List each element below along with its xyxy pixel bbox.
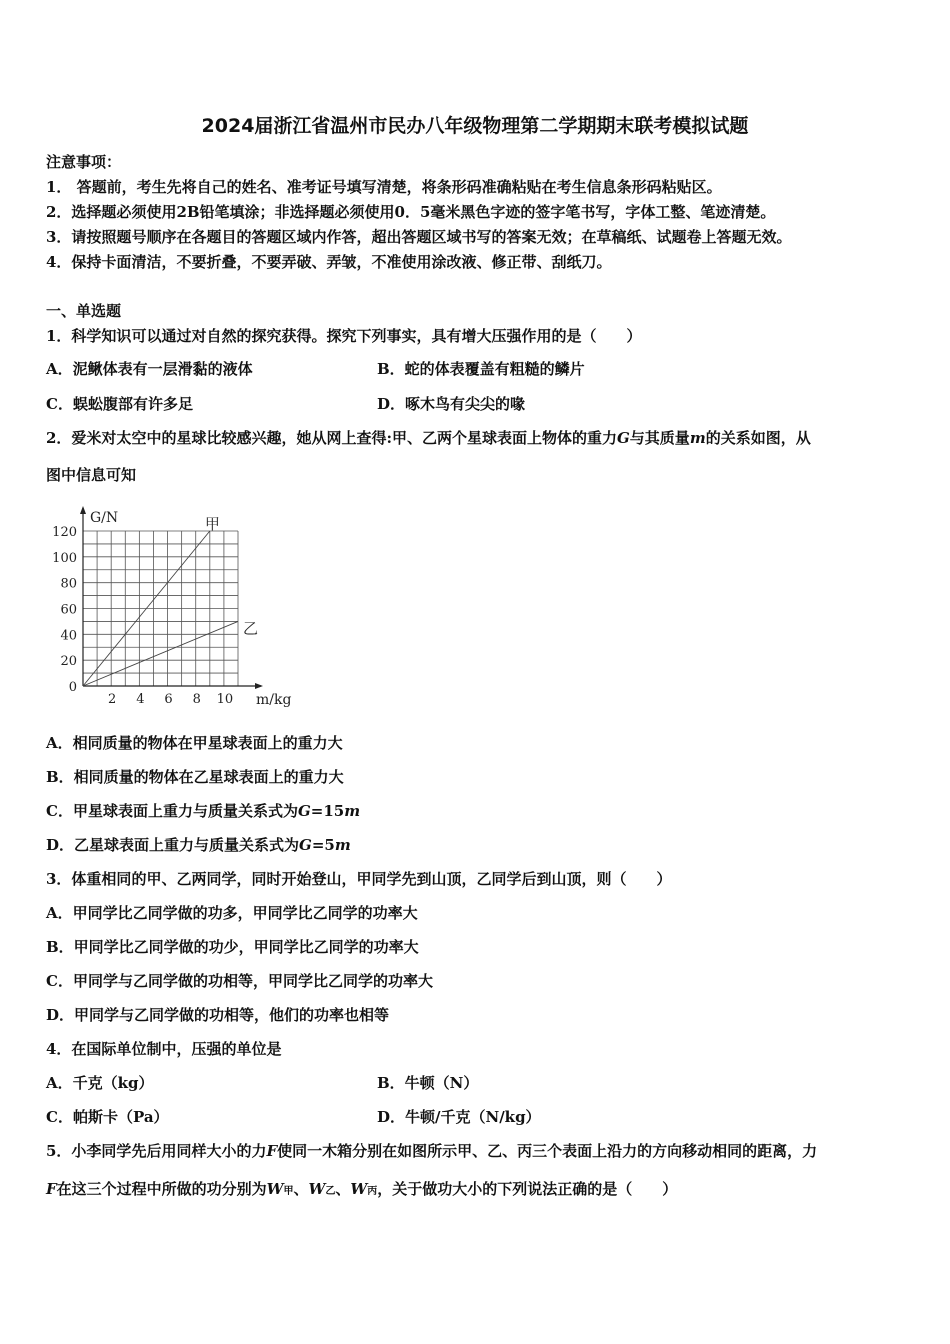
- y-tick-label: 100: [52, 550, 77, 566]
- q2-option-c-text: C．甲星球表面上重力与质量关系式为: [46, 802, 298, 820]
- q2-stem-part: 与其质量: [629, 429, 690, 447]
- formula-m: m: [334, 836, 351, 854]
- separator: 、: [293, 1180, 309, 1198]
- q3-option-a: A．甲同学比乙同学做的功多，甲同学比乙同学的功率大: [46, 904, 418, 922]
- notice-item: 4．保持卡面清洁，不要折叠，不要弄破、弄皱，不准使用涂改液、修正带、刮纸刀。: [46, 253, 612, 271]
- formula-rest: =15: [310, 802, 345, 820]
- chart-grid: [83, 531, 238, 686]
- formula-m: m: [344, 802, 361, 820]
- q1-option-a: A．泥鳅体表有一层滑黏的液体: [46, 360, 253, 378]
- subscript: 甲: [283, 1186, 294, 1197]
- var-g: G: [616, 429, 630, 447]
- var-w: W: [308, 1180, 326, 1198]
- section-heading: 一、单选题: [46, 302, 122, 320]
- q1-option-c: C．蜈蚣腹部有许多足: [46, 395, 193, 413]
- q3-option-d: D．甲同学与乙同学做的功相等，他们的功率也相等: [46, 1006, 390, 1024]
- y-tick-label: 80: [60, 576, 77, 592]
- q2-option-b: B．相同质量的物体在乙星球表面上的重力大: [46, 768, 344, 786]
- q3-option-b: B．甲同学比乙同学做的功少，甲同学比乙同学的功率大: [46, 938, 419, 956]
- question-4-stem: 4．在国际单位制中，压强的单位是: [46, 1040, 282, 1058]
- q5-text: 5．小李同学先后用同样大小的力: [46, 1142, 267, 1160]
- q4-option-b: B．牛顿（N）: [377, 1074, 479, 1092]
- q2-option-d-text: D．乙星球表面上重力与质量关系式为: [46, 836, 300, 854]
- var-w: W: [350, 1180, 368, 1198]
- notice-item: 1． 答题前，考生先将自己的姓名、准考证号填写清楚，将条形码准确粘贴在考生信息条形码粘贴区。: [46, 178, 722, 196]
- question-5-stem-line2: [46, 1179, 677, 1202]
- y-tick-label: 60: [60, 602, 77, 618]
- y-axis-arrow: [80, 506, 86, 514]
- chart-xlabel: m/kg: [256, 692, 292, 708]
- q1-option-b: B．蛇的体表覆盖有粗糙的鳞片: [377, 360, 585, 378]
- series-line-yi: [83, 621, 238, 686]
- q3-option-c: C．甲同学与乙同学做的功相等，甲同学比乙同学的功率大: [46, 972, 433, 990]
- q2-stem-part: 的关系如图，从: [705, 429, 811, 447]
- y-tick-label: 20: [60, 654, 77, 670]
- y-tick-label: 120: [52, 525, 77, 540]
- gravity-mass-chart: [46, 502, 306, 712]
- subscript: 乙: [325, 1186, 336, 1197]
- question-1-stem: 1．科学知识可以通过对自然的探究获得。探究下列事实，具有增大压强作用的是（ ）: [46, 327, 642, 345]
- q4-option-a: A．千克（kg）: [46, 1074, 154, 1092]
- x-tick-label: 6: [164, 692, 173, 707]
- notice-item: 3．请按照题号顺序在各题目的答题区域内作答，超出答题区域书写的答案无效；在草稿纸、试题卷上答题无效。: [46, 228, 792, 246]
- question-5-stem: [46, 1141, 817, 1161]
- var-m: m: [689, 429, 706, 447]
- x-axis-arrow: [255, 683, 263, 689]
- formula-g: G: [299, 836, 312, 854]
- y-tick-label: 0: [68, 680, 77, 695]
- x-tick-label: 8: [192, 692, 201, 707]
- var-f: F: [266, 1142, 278, 1160]
- x-tick-label: 4: [136, 692, 145, 707]
- q2-option-a: A．相同质量的物体在甲星球表面上的重力大: [46, 734, 343, 752]
- x-tick-label: 10: [216, 692, 234, 707]
- q4-option-d: D．牛顿/千克（N/kg）: [377, 1108, 541, 1126]
- question-2-stem: [46, 428, 811, 448]
- separator: 、: [335, 1180, 351, 1198]
- q2-stem-part: 2．爱米对太空中的星球比较感兴趣，她从网上查得:甲、乙两个星球表面上物体的重力: [46, 429, 617, 447]
- q5-text: 使同一木箱分别在如图所示甲、乙、丙三个表面上沿力的方向移动相同的距离，力: [277, 1142, 818, 1160]
- notice-heading: 注意事项：: [46, 153, 122, 171]
- series-label: 甲: [204, 515, 220, 533]
- var-f: F: [46, 1180, 57, 1198]
- var-w: W: [266, 1180, 284, 1198]
- q5-text: 在这三个过程中所做的功分别为: [56, 1180, 267, 1198]
- chart-ylabel: G/N: [90, 510, 119, 526]
- q5-text: ，关于做功大小的下列说法正确的是（ ）: [377, 1180, 678, 1198]
- notice-item: 2．选择题必须使用2B铅笔填涂；非选择题必须使用0．5毫米黑色字迹的签字笔书写，字体工整、笔迹清楚。: [46, 203, 776, 221]
- q1-option-d: D．啄木鸟有尖尖的喙: [377, 395, 526, 413]
- page-title: 2024届浙江省温州市民办八年级物理第二学期期末联考模拟试题: [201, 115, 749, 137]
- q4-option-c: C．帕斯卡（Pa）: [46, 1108, 169, 1126]
- chart-axes: [80, 506, 263, 689]
- formula-g: G: [297, 802, 311, 820]
- q2-option-d: [46, 835, 351, 855]
- x-tick-label: 2: [108, 692, 117, 707]
- subscript: 丙: [367, 1186, 378, 1197]
- question-3-stem: 3．体重相同的甲、乙两同学，同时开始登山，甲同学先到山顶，乙同学后到山顶，则（ ）: [46, 870, 672, 888]
- q2-option-c: [46, 801, 360, 821]
- chart-ticks: [52, 525, 233, 707]
- question-2-stem-line2: 图中信息可知: [46, 466, 137, 484]
- y-tick-label: 40: [60, 628, 77, 644]
- formula-rest: =5: [311, 836, 335, 854]
- series-label: 乙: [243, 619, 259, 638]
